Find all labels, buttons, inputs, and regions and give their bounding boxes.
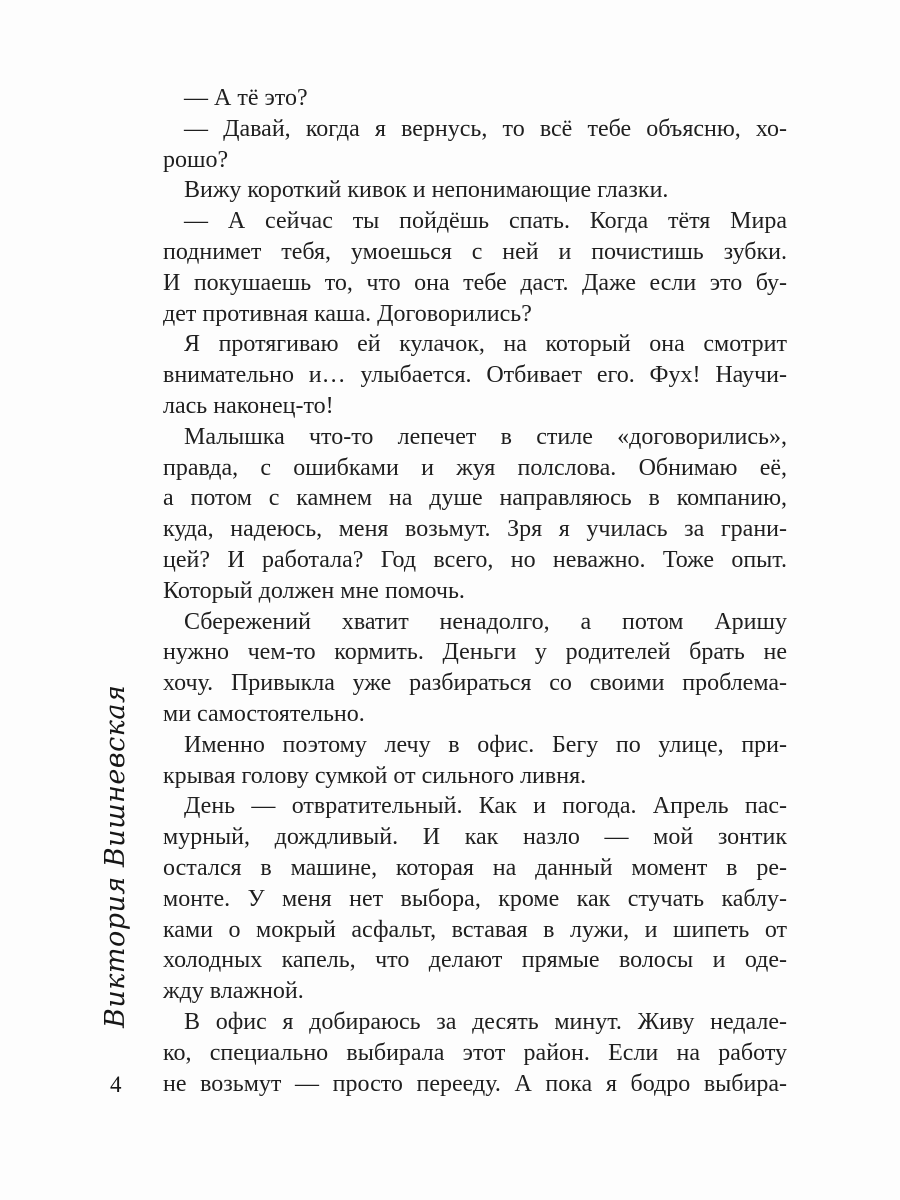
text-line: не возьмут — просто перееду. А пока я бодро выбира- (163, 1070, 787, 1097)
text-line: И покушаешь то, что она тебе даст. Даже если это бу- (163, 269, 787, 296)
text-line: рошо? (163, 146, 229, 173)
text-line: лась наконец-то! (163, 392, 334, 419)
text-line: — Давай, когда я вернусь, то всё тебе объясню, хо- (184, 115, 787, 142)
text-line: жду влажной. (163, 978, 304, 1005)
text-line: Именно поэтому лечу в офис. Бегу по улице, при- (184, 731, 787, 758)
text-line: ками о мокрый асфальт, вставая в лужи, и шипеть от (163, 916, 787, 943)
text-line: а потом с камнем на душе направляюсь в компанию, (163, 485, 787, 512)
text-line: мурный, дождливый. И как назло — мой зонтик (163, 824, 787, 851)
text-line: Вижу короткий кивок и непонимающие глазки. (184, 177, 669, 204)
text-line: монте. У меня нет выбора, кроме как стучать каблу- (163, 885, 787, 912)
text-line: дет противная каша. Договорились? (163, 300, 532, 327)
text-line: ко, специально выбирала этот район. Если на работу (163, 1039, 787, 1066)
text-line: остался в машине, которая на данный момент в ре- (163, 854, 787, 881)
author-name-vertical: Виктория Вишневская (100, 684, 131, 1028)
text-line: Малышка что-то лепечет в стиле «договорились», (184, 423, 787, 450)
text-line: Я протягиваю ей кулачок, на который она смотрит (184, 331, 787, 358)
text-line: холодных капель, что делают прямые волосы и оде- (163, 947, 787, 974)
text-line: нужно чем-то кормить. Деньги у родителей брать не (163, 639, 787, 666)
text-line: — А сейчас ты пойдёшь спать. Когда тётя Мира (184, 208, 787, 235)
text-line: хочу. Привыкла уже разбираться со своими проблема- (163, 670, 787, 697)
text-line: крывая голову сумкой от сильного ливня. (163, 762, 587, 789)
text-line: В офис я добираюсь за десять минут. Живу недале- (184, 1008, 787, 1035)
text-line: День — отвратительный. Как и погода. Апрель пас- (184, 793, 787, 820)
text-line: поднимет тебя, умоешься с ней и почистишь зубки. (163, 238, 787, 265)
text-line: внимательно и… улыбается. Отбивает его. Фух! Научи- (163, 362, 787, 389)
text-line: куда, надеюсь, меня возьмут. Зря я училась за грани- (163, 516, 787, 543)
text-line: Который должен мне помочь. (163, 577, 465, 604)
text-line: Сбережений хватит ненадолго, а потом Аришу (184, 608, 787, 635)
page-number: 4 (110, 1072, 122, 1097)
text-block (163, 83, 787, 1099)
text-line: ми самостоятельно. (163, 700, 365, 727)
text-line: цей? И работала? Год всего, но неважно. Тоже опыт. (163, 546, 787, 573)
text-line: правда, с ошибками и жуя полслова. Обнимаю её, (163, 454, 787, 481)
text-line: — А тё это? (184, 85, 308, 111)
